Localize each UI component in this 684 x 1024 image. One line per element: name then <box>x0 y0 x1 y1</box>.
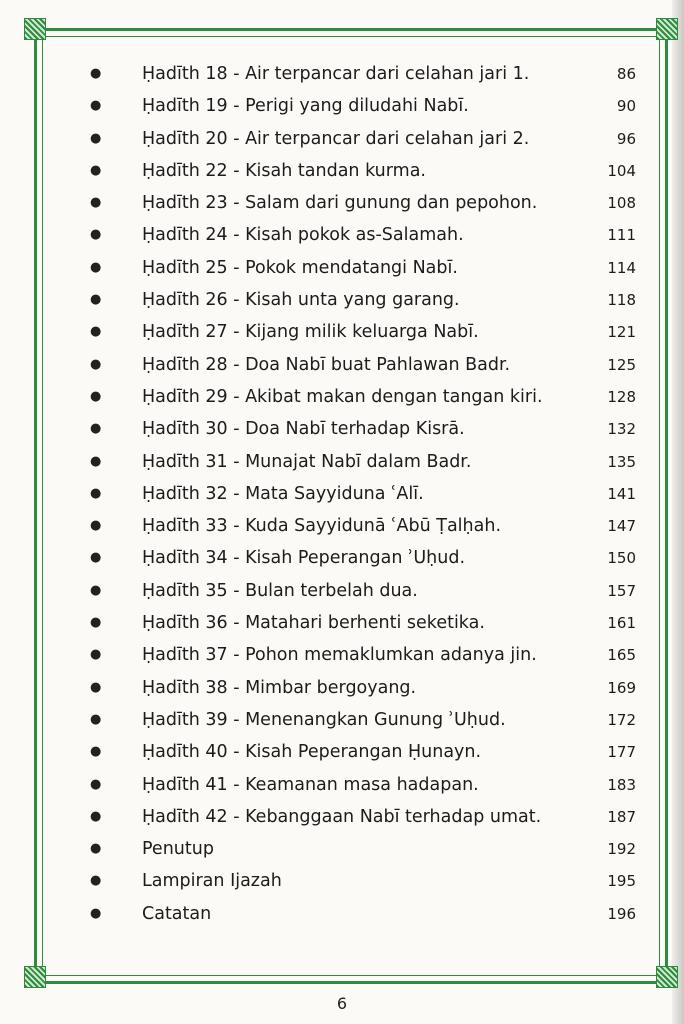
toc-entry-title: Ḥadīth 39 - Menenangkan Gunung ʾUḥud. <box>142 709 506 730</box>
bullet-icon: ● <box>90 615 102 631</box>
toc-entry <box>0 510 684 542</box>
toc-entry-title: Ḥadīth 42 - Kebanggaan Nabī terhadap umat. <box>142 806 542 827</box>
toc-entry-page: 135 <box>607 452 636 471</box>
toc-entry <box>0 898 684 930</box>
toc-entry <box>0 446 684 478</box>
toc-entry-page: 125 <box>607 355 636 374</box>
toc-entry-title: Ḥadīth 33 - Kuda Sayyidunā ʿAbū Ṭalḥah. <box>142 516 502 537</box>
toc-entry <box>0 542 684 574</box>
toc-entry-title: Ḥadīth 40 - Kisah Peperangan Ḥunayn. <box>142 742 482 763</box>
toc-entry-page: 86 <box>616 65 636 83</box>
toc-entry-title: Lampiran Ijazah <box>142 871 282 892</box>
bullet-icon: ● <box>90 711 102 727</box>
toc-entry <box>0 316 684 348</box>
toc-entry <box>0 769 684 801</box>
toc-entry-page: 157 <box>607 581 636 600</box>
toc-entry <box>0 575 684 607</box>
toc-entry-page: 196 <box>607 904 636 923</box>
toc-entry-title: Ḥadīth 20 - Air terpancar dari celahan jari 2. <box>142 128 530 149</box>
toc-entry-page: 192 <box>607 840 636 859</box>
bullet-icon: ● <box>90 259 102 275</box>
toc-entry-title: Ḥadīth 38 - Mimbar bergoyang. <box>142 677 417 698</box>
toc-entry-page: 177 <box>607 743 636 762</box>
toc-entry-title: Ḥadīth 29 - Akibat makan dengan tangan kiri. <box>142 386 543 407</box>
toc-entry-title: Ḥadīth 26 - Kisah unta yang garang. <box>142 290 460 311</box>
bullet-icon: ● <box>90 130 102 146</box>
toc-entry-title: Ḥadīth 25 - Pokok mendatangi Nabī. <box>142 257 458 278</box>
bullet-icon: ● <box>90 356 102 372</box>
toc-entry-page: 161 <box>607 614 636 633</box>
toc-entry <box>0 219 684 251</box>
toc-entry <box>0 58 684 90</box>
toc-entry-title: Ḥadīth 41 - Keamanan masa hadapan. <box>142 774 479 795</box>
toc-entry-page: 118 <box>607 291 636 310</box>
bullet-icon: ● <box>90 647 102 663</box>
corner-ornament-icon <box>656 18 678 40</box>
bullet-icon: ● <box>90 873 102 889</box>
toc-entry <box>0 478 684 510</box>
toc-entry <box>0 123 684 155</box>
toc-entry-page: 104 <box>607 161 636 180</box>
toc-entry-page: 108 <box>607 194 636 213</box>
toc-entry-title: Ḥadīth 23 - Salam dari gunung dan pepohon. <box>142 193 538 214</box>
toc-entry <box>0 381 684 413</box>
toc-entry-title: Ḥadīth 19 - Perigi yang diludahi Nabī. <box>142 96 469 117</box>
bullet-icon: ● <box>90 550 102 566</box>
toc-entry <box>0 349 684 381</box>
bullet-icon: ● <box>90 66 102 81</box>
toc-entry-page: 169 <box>607 678 636 697</box>
bullet-icon: ● <box>90 388 102 404</box>
toc-entry-page: 111 <box>607 226 636 245</box>
toc-entry <box>0 639 684 671</box>
toc-entry <box>0 704 684 736</box>
bullet-icon: ● <box>90 905 102 921</box>
toc-entry-page: 165 <box>607 646 636 665</box>
toc-entry-title: Penutup <box>142 839 214 860</box>
toc-entry-page: 132 <box>607 420 636 439</box>
bullet-icon: ● <box>90 453 102 469</box>
page-number: 6 <box>336 994 348 1013</box>
corner-ornament-icon <box>24 966 46 988</box>
toc-entry-page: 187 <box>607 807 636 826</box>
toc-entry-page: 114 <box>607 258 636 277</box>
toc-entry <box>0 833 684 865</box>
toc-entry <box>0 90 684 122</box>
bullet-icon: ● <box>90 421 102 437</box>
bullet-icon: ● <box>90 195 102 211</box>
bullet-icon: ● <box>90 485 102 501</box>
toc-entry-page: 150 <box>607 549 636 568</box>
toc-entry <box>0 736 684 768</box>
toc-entry-title: Ḥadīth 27 - Kijang milik keluarga Nabī. <box>142 322 479 343</box>
toc-entry <box>0 607 684 639</box>
bullet-icon: ● <box>90 292 102 308</box>
toc-entry-page: 147 <box>607 517 636 536</box>
bullet-icon: ● <box>90 162 102 178</box>
toc-entry-page: 128 <box>607 387 636 406</box>
toc-entry-title: Ḥadīth 31 - Munajat Nabī dalam Badr. <box>142 451 472 472</box>
bullet-icon: ● <box>90 808 102 824</box>
bullet-icon: ● <box>90 841 102 857</box>
toc-entry-title: Ḥadīth 34 - Kisah Peperangan ʾUḥud. <box>142 548 466 569</box>
bullet-icon: ● <box>90 744 102 760</box>
toc-entry <box>0 252 684 284</box>
toc-entry-title: Ḥadīth 24 - Kisah pokok as-Salamah. <box>142 225 464 246</box>
toc-entry-title: Ḥadīth 22 - Kisah tandan kurma. <box>142 160 426 181</box>
toc-entry-title: Ḥadīth 37 - Pohon memaklumkan adanya jin. <box>142 645 537 666</box>
bullet-icon: ● <box>90 776 102 792</box>
toc-entry-title: Ḥadīth 18 - Air terpancar dari celahan jari 1. <box>142 64 530 84</box>
toc-entry <box>0 801 684 833</box>
toc-entry-page: 172 <box>607 710 636 729</box>
toc-entry-title: Catatan <box>142 903 212 924</box>
toc-entry <box>0 672 684 704</box>
toc-entry-title: Ḥadīth 36 - Matahari berhenti seketika. <box>142 613 485 634</box>
toc-entry-page: 183 <box>607 775 636 794</box>
toc-entry <box>0 284 684 316</box>
toc-entry-page: 141 <box>607 484 636 503</box>
corner-ornament-icon <box>24 18 46 40</box>
bullet-icon: ● <box>90 582 102 598</box>
toc-entry-title: Ḥadīth 32 - Mata Sayyiduna ʿAlī. <box>142 483 424 504</box>
toc-entry <box>0 187 684 219</box>
toc-entry <box>0 155 684 187</box>
corner-ornament-icon <box>656 966 678 988</box>
bullet-icon: ● <box>90 98 102 114</box>
toc-entry-page: 96 <box>616 129 636 148</box>
toc-entry <box>0 865 684 897</box>
toc-entry-title: Ḥadīth 35 - Bulan terbelah dua. <box>142 580 418 601</box>
bullet-icon: ● <box>90 679 102 695</box>
bullet-icon: ● <box>90 227 102 243</box>
toc-entry-page: 121 <box>607 323 636 342</box>
toc-entry <box>0 413 684 445</box>
toc-entry-page: 90 <box>616 97 636 116</box>
toc-entry-title: Ḥadīth 30 - Doa Nabī terhadap Kisrā. <box>142 419 465 440</box>
table-of-contents <box>0 58 684 930</box>
toc-entry-title: Ḥadīth 28 - Doa Nabī buat Pahlawan Badr. <box>142 354 511 375</box>
bullet-icon: ● <box>90 324 102 340</box>
toc-entry-page: 195 <box>607 872 636 891</box>
bullet-icon: ● <box>90 518 102 534</box>
